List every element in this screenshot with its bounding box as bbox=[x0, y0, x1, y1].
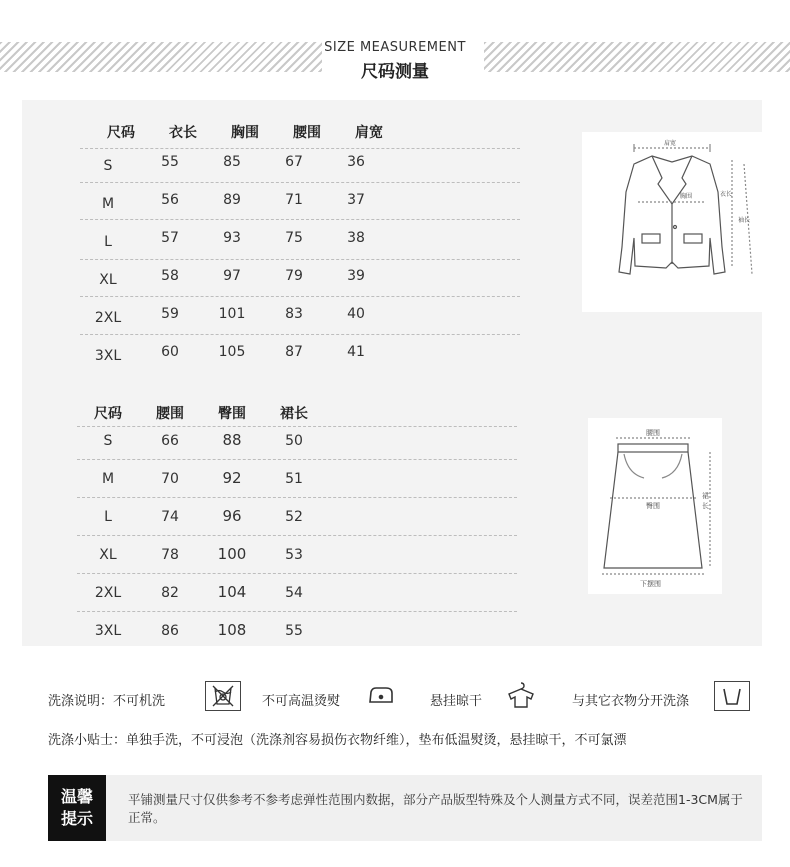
value-cell: 86 bbox=[161, 623, 179, 639]
skirt-hip-label: 臀围 bbox=[646, 502, 660, 510]
row-divider bbox=[80, 182, 520, 183]
row-divider bbox=[77, 459, 517, 460]
value-cell: 52 bbox=[285, 509, 303, 525]
table-row bbox=[77, 154, 387, 174]
value-cell: 74 bbox=[161, 509, 179, 525]
header-cell: 尺码 bbox=[94, 406, 122, 422]
size-cell: XL bbox=[99, 272, 117, 288]
value-cell: 60 bbox=[161, 344, 179, 360]
jacket-diagram bbox=[582, 132, 780, 312]
hang-dry-icon bbox=[504, 679, 538, 707]
top-table-header bbox=[90, 122, 400, 142]
size-cell: L bbox=[104, 509, 112, 525]
low-iron-icon bbox=[364, 681, 398, 709]
page-title-cn: 尺码测量 bbox=[361, 62, 429, 82]
table-row bbox=[77, 268, 387, 288]
value-cell: 51 bbox=[285, 471, 303, 487]
value-cell: 57 bbox=[161, 230, 179, 246]
value-cell: 67 bbox=[285, 154, 303, 170]
value-cell: 88 bbox=[222, 431, 242, 449]
skirt-waist-label: 腰围 bbox=[646, 429, 660, 437]
size-cell: 3XL bbox=[94, 623, 122, 639]
page-title-en: SIZE MEASUREMENT bbox=[324, 40, 466, 55]
value-cell: 37 bbox=[347, 192, 365, 208]
value-cell: 79 bbox=[285, 268, 303, 284]
skirt-length-label-bottom: 长 bbox=[702, 502, 709, 510]
row-divider bbox=[80, 296, 520, 297]
size-cell: 2XL bbox=[94, 585, 122, 601]
skirt-diagram bbox=[588, 418, 722, 594]
jacket-length-label: 衣长 bbox=[720, 191, 733, 198]
size-cell: L bbox=[104, 234, 112, 250]
row-divider bbox=[80, 334, 520, 335]
value-cell: 92 bbox=[222, 469, 242, 487]
header-cell: 衣长 bbox=[169, 125, 197, 141]
value-cell: 55 bbox=[161, 154, 179, 170]
notice-label-line1: 温馨 bbox=[60, 787, 93, 806]
value-cell: 105 bbox=[218, 344, 246, 360]
value-cell: 59 bbox=[161, 306, 179, 322]
value-cell: 66 bbox=[161, 433, 179, 449]
table-row bbox=[77, 230, 387, 250]
value-cell: 53 bbox=[285, 547, 303, 563]
wash-instruction-label: 洗涤说明：不可机洗 bbox=[48, 694, 166, 709]
table-row bbox=[77, 471, 325, 487]
value-cell: 97 bbox=[223, 268, 241, 284]
value-cell: 70 bbox=[161, 471, 179, 487]
value-cell: 56 bbox=[161, 192, 179, 208]
size-cell: XL bbox=[99, 547, 117, 563]
header-cell: 腰围 bbox=[293, 125, 321, 141]
jacket-shoulder-label: 肩宽 bbox=[664, 140, 677, 147]
value-cell: 39 bbox=[347, 268, 365, 284]
value-cell: 87 bbox=[285, 344, 303, 360]
row-divider bbox=[77, 611, 517, 612]
skirt-illustration bbox=[588, 418, 722, 594]
header-cell: 腰围 bbox=[156, 406, 184, 422]
table-row bbox=[77, 192, 387, 212]
size-cell: S bbox=[103, 433, 113, 449]
hang-dry-label: 悬挂晾干 bbox=[430, 694, 483, 709]
value-cell: 41 bbox=[347, 344, 365, 360]
iron-instruction-label: 不可高温烫熨 bbox=[262, 694, 341, 709]
value-cell: 58 bbox=[161, 268, 179, 284]
wash-separately-icon bbox=[714, 681, 750, 711]
value-cell: 96 bbox=[222, 507, 242, 525]
skirt-length-label-top: 裙 bbox=[702, 492, 709, 500]
notice-box bbox=[48, 775, 762, 841]
value-cell: 50 bbox=[285, 433, 303, 449]
value-cell: 85 bbox=[223, 154, 241, 170]
table-row bbox=[77, 344, 387, 364]
value-cell: 101 bbox=[218, 306, 246, 322]
notice-label bbox=[48, 775, 106, 841]
table-row bbox=[77, 623, 325, 639]
table-row bbox=[77, 433, 325, 449]
table-row bbox=[77, 509, 325, 525]
skirt-hem-label: 下摆围 bbox=[640, 580, 661, 588]
size-cell: 3XL bbox=[94, 348, 122, 364]
value-cell: 38 bbox=[347, 230, 365, 246]
value-cell: 93 bbox=[223, 230, 241, 246]
jacket-chest-label: 胸围 bbox=[680, 193, 693, 200]
value-cell: 36 bbox=[347, 154, 365, 170]
bottom-table-header bbox=[77, 403, 325, 423]
size-cell: S bbox=[103, 158, 113, 174]
value-cell: 108 bbox=[217, 621, 247, 639]
notice-text: 平铺测量尺寸仅供参考不参考虑弹性范围内数据，部分产品版型特殊及个人测量方式不同，误差范围1-3CM属于正常。 bbox=[128, 792, 743, 825]
table-row bbox=[77, 547, 325, 563]
table-row bbox=[77, 585, 325, 601]
value-cell: 100 bbox=[217, 545, 247, 563]
row-divider bbox=[77, 497, 517, 498]
value-cell: 54 bbox=[285, 585, 303, 601]
wash-separately-label: 与其它衣物分开洗涤 bbox=[572, 694, 690, 709]
table-row bbox=[77, 306, 387, 326]
size-cell: 2XL bbox=[94, 310, 122, 326]
header-cell: 胸围 bbox=[231, 125, 259, 141]
row-divider bbox=[80, 259, 520, 260]
size-cell: M bbox=[101, 196, 115, 212]
row-divider bbox=[77, 426, 517, 427]
value-cell: 55 bbox=[285, 623, 303, 639]
value-cell: 89 bbox=[223, 192, 241, 208]
size-cell: M bbox=[101, 471, 115, 487]
row-divider bbox=[80, 148, 520, 149]
wash-tips: 洗涤小贴士：单独手洗，不可浸泡（洗涤剂容易损伤衣物纤维），垫布低温熨烫，悬挂晾干，不可氯漂 bbox=[48, 733, 627, 748]
notice-label-line2: 提示 bbox=[60, 809, 93, 828]
header-cell: 臀围 bbox=[218, 406, 246, 422]
row-divider bbox=[77, 535, 517, 536]
row-divider bbox=[80, 219, 520, 220]
row-divider bbox=[77, 573, 517, 574]
jacket-sleeve-label: 袖长 bbox=[738, 217, 751, 224]
header-cell: 裙长 bbox=[280, 406, 308, 422]
value-cell: 82 bbox=[161, 585, 179, 601]
value-cell: 83 bbox=[285, 306, 303, 322]
value-cell: 75 bbox=[285, 230, 303, 246]
header-cell: 肩宽 bbox=[355, 125, 383, 141]
value-cell: 78 bbox=[161, 547, 179, 563]
jacket-illustration bbox=[582, 132, 780, 312]
value-cell: 71 bbox=[285, 192, 303, 208]
value-cell: 104 bbox=[217, 583, 247, 601]
no-machine-wash-icon bbox=[205, 681, 241, 711]
value-cell: 40 bbox=[347, 306, 365, 322]
header-cell: 尺码 bbox=[107, 125, 135, 141]
